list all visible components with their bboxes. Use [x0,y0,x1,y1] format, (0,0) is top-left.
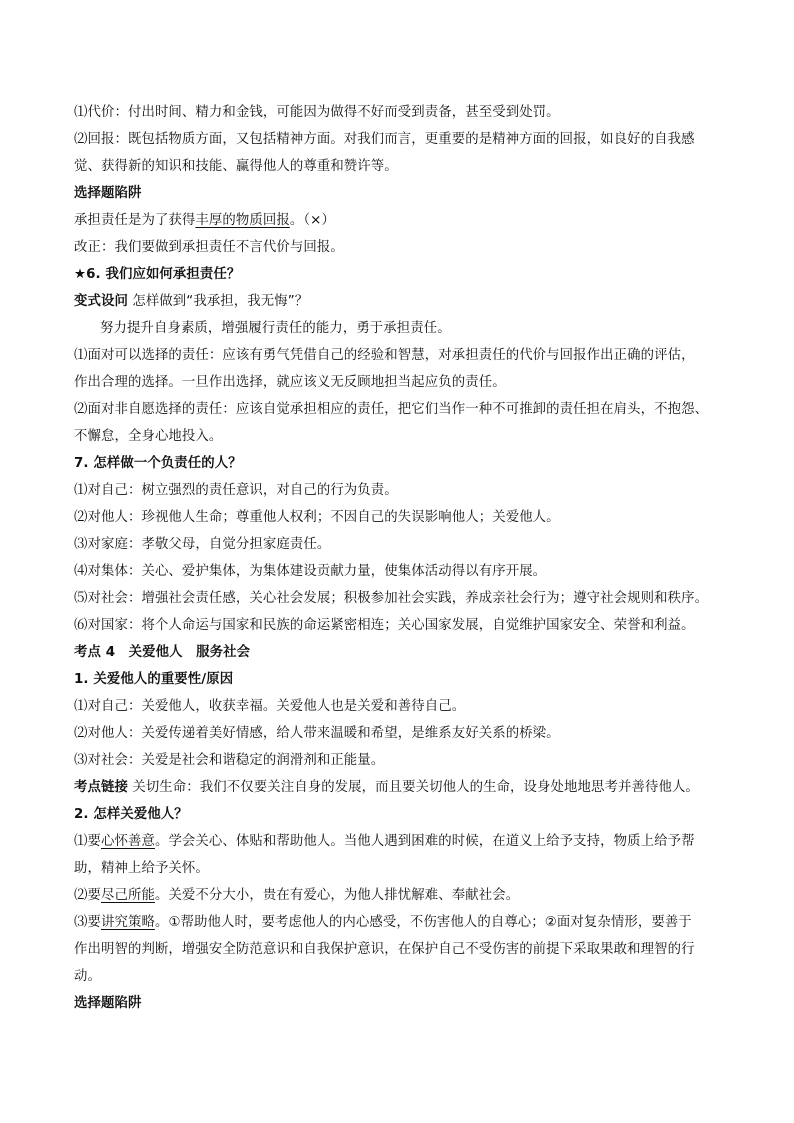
trap-heading: 选择题陷阱 [74,186,142,201]
topic-4-heading: 考点 4 关爱他人 服务社会 [74,645,251,660]
duty-self: ⑴对自己：树立强烈的责任意识，对自己的行为负责。 [74,483,398,498]
caring-others: ⑵对他人：关爱传递着美好情感，给人带来温暖和希望，是维系友好关系的桥梁。 [74,726,560,741]
optional-responsibility: ⑴面对可以选择的责任：应该有勇气凭借自己的经验和智慧，对承担责任的代价与回报作出正确的评估， [74,348,695,363]
duty-collective: ⑷对集体：关心、爱护集体，为集体建设贡献力量，使集体活动得以有序开展。 [74,564,547,579]
variant-question: 变式设问 怎样做到“我承担，我无悔”？ [74,294,309,309]
caring-importance-heading: 1. 关爱他人的重要性/原因 [74,672,234,687]
duty-society: ⑸对社会：增强社会责任感，关心社会发展；积极参加社会实践，养成亲社会行为；遵守社会规则和秩序。 [74,591,709,606]
care-strategy: ⑶要讲究策略。①帮助他人时，要考虑他人的内心感受，不伤害他人的自尊心；②面对复杂情形，要善于 [74,915,692,930]
reward-point-continued: 觉、获得新的知识和技能、赢得他人的尊重和赞许等。 [74,159,398,174]
involuntary-responsibility: ⑵面对非自愿选择的责任：应该自觉承担相应的责任，把它们当作一种不可推卸的责任担在肩头，不抱怨、 [74,402,709,417]
reward-point: ⑵回报：既包括物质方面，又包括精神方面。对我们而言，更重要的是精神方面的回报，如良好的自我感 [74,132,695,147]
cost-point: ⑴代价：付出时间、精力和金钱，可能因为做得不好而受到责备，甚至受到处罚。 [74,105,560,120]
duty-others: ⑵对他人：珍视他人生命；尊重他人权利；不因自己的失误影响他人；关爱他人。 [74,510,560,525]
question-6-heading: ★6. 我们应如何承担责任？ [74,267,241,282]
caring-society: ⑶对社会：关爱是社会和谐稳定的润滑剂和正能量。 [74,753,385,768]
optional-responsibility-continued: 作出合理的选择。一旦作出选择，就应该义无反顾地担当起应负的责任。 [74,375,506,390]
answer-intro: 努力提升自身素质，增强履行责任的能力，勇于承担责任。 [100,321,451,336]
involuntary-responsibility-continued: 不懈怠，全身心地投入。 [74,429,223,444]
caring-self: ⑴对自己：关爱他人，收获幸福。关爱他人也是关爱和善待自己。 [74,699,466,714]
document-page [74,99,730,1017]
trap-heading-2: 选择题陷阱 [74,996,142,1011]
care-best-effort: ⑵要尽己所能。关爱不分大小，贵在有爱心，为他人排忧解难、奉献社会。 [74,888,520,903]
trap-correction: 改正：我们要做到承担责任不言代价与回报。 [74,240,344,255]
duty-family: ⑶对家庭：孝敬父母，自觉分担家庭责任。 [74,537,331,552]
duty-country: ⑹对国家：将个人命运与国家和民族的命运紧密相连；关心国家发展，自觉维护国家安全、荣誉和利益。 [74,618,695,633]
how-to-care-heading: 2. 怎样关爱他人？ [74,807,188,822]
care-goodwill: ⑴要心怀善意。学会关心、体贴和帮助他人。当他人遇到困难的时候，在道义上给予支持，物质上给予帮 [74,834,695,849]
care-goodwill-continued: 助，精神上给予关怀。 [74,861,209,876]
care-strategy-end: 动。 [74,969,101,984]
trap-statement: 承担责任是为了获得丰厚的物质回报。（×） [74,213,335,228]
topic-link: 考点链接 关切生命：我们不仅要关注自身的发展，而且要关切他人的生命，设身处地地思考并善待他人。 [74,780,699,795]
care-strategy-continued: 作出明智的判断，增强安全防范意识和自我保护意识，在保护自己不受伤害的前提下采取果敢和理智的行 [74,942,695,957]
question-7-heading: 7. 怎样做一个负责任的人？ [74,456,242,471]
